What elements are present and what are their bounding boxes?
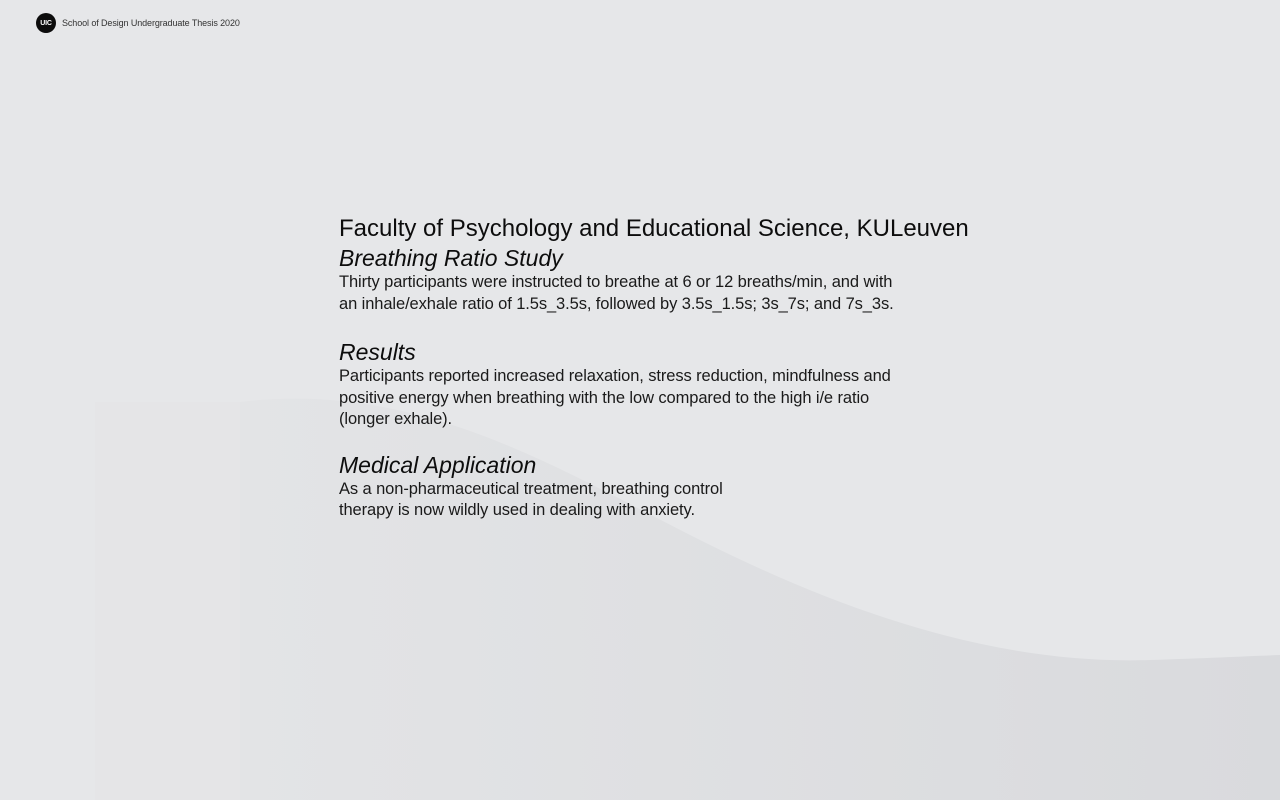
medical-application-description [339, 479, 1019, 522]
study-title: Breathing Ratio Study [339, 245, 563, 271]
medical-text-line: therapy is now wildly used in dealing with anxiety. [339, 501, 695, 519]
page-header [36, 13, 240, 33]
results-description [339, 366, 1019, 431]
study-text-line: an inhale/exhale ratio of 1.5s_3.5s, followed by 3.5s_1.5s; 3s_7s; and 7s_3s. [339, 294, 894, 313]
header-title: School of Design Undergraduate Thesis 2020 [62, 18, 240, 28]
study-description [339, 272, 1019, 315]
medical-application-title: Medical Application [339, 451, 537, 478]
faculty-title: Faculty of Psychology and Educational Science, KULeuven [339, 215, 969, 242]
results-text-line: positive energy when breathing with the low compared to the high i/e ratio [339, 388, 870, 407]
results-text-line: Participants reported increased relaxation, stress reduction, mindfulness and [339, 367, 891, 385]
results-text-line: (longer exhale). [339, 410, 453, 428]
results-title: Results [339, 339, 416, 365]
study-text-line: Thirty participants were instructed to breathe at 6 or 12 breaths/min, and with [339, 273, 893, 291]
slide-content [339, 214, 1019, 522]
medical-text-line: As a non-pharmaceutical treatment, breathing control [339, 479, 723, 498]
uic-logo: UIC [36, 13, 56, 33]
